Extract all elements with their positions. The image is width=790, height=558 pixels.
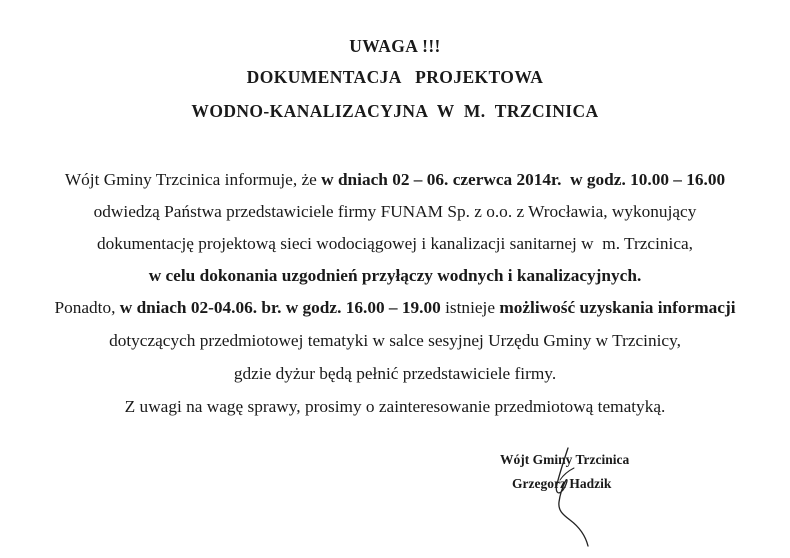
- heading-warning: UWAGA !!!: [349, 36, 441, 56]
- body-text: Wójt Gminy Trzcinica informuje, że: [64, 170, 322, 189]
- body-line-4: w celu dokonania uzgodnień przyłączy wodnych i kanalizacyjnych.: [148, 266, 642, 285]
- body-line-3: dokumentację projektową sieci wodociągowej i kanalizacji sanitarnej w m. Trzcinica,: [96, 234, 693, 253]
- body-text-bold: w dniach 02-04.06. br. w godz. 16.00 – 19.00: [119, 298, 441, 317]
- signature-name: Grzegorz Hadzik: [512, 476, 612, 491]
- body-text-bold: w dniach 02 – 06. czerwca 2014r. w godz. 10.00 – 16.00: [321, 170, 726, 189]
- signature-title: Wójt Gminy Trzcinica: [500, 452, 630, 467]
- body-text: Ponadto,: [54, 298, 120, 317]
- handwritten-signature-icon: [530, 440, 610, 550]
- body-line-2: odwiedzą Państwa przedstawiciele firmy FUNAM Sp. z o.o. z Wrocławia, wykonujący: [93, 202, 697, 221]
- body-line-5: [0, 298, 790, 318]
- body-text-bold: możliwość uzyskania informacji: [499, 298, 736, 317]
- body-text: istnieje: [440, 298, 500, 317]
- heading-subject: WODNO-KANALIZACYJNA W M. TRZCINICA: [191, 101, 599, 121]
- body-line-1: [0, 170, 790, 190]
- body-line-7: gdzie dyżur będą pełnić przedstawiciele firmy.: [233, 364, 557, 383]
- body-line-8: Z uwagi na wagę sprawy, prosimy o zainteresowanie przedmiotową tematyką.: [124, 397, 666, 416]
- body-line-6: dotyczących przedmiotowej tematyki w salce sesyjnej Urzędu Gminy w Trzcinicy,: [109, 331, 681, 350]
- heading-documentation: DOKUMENTACJA PROJEKTOWA: [246, 67, 544, 87]
